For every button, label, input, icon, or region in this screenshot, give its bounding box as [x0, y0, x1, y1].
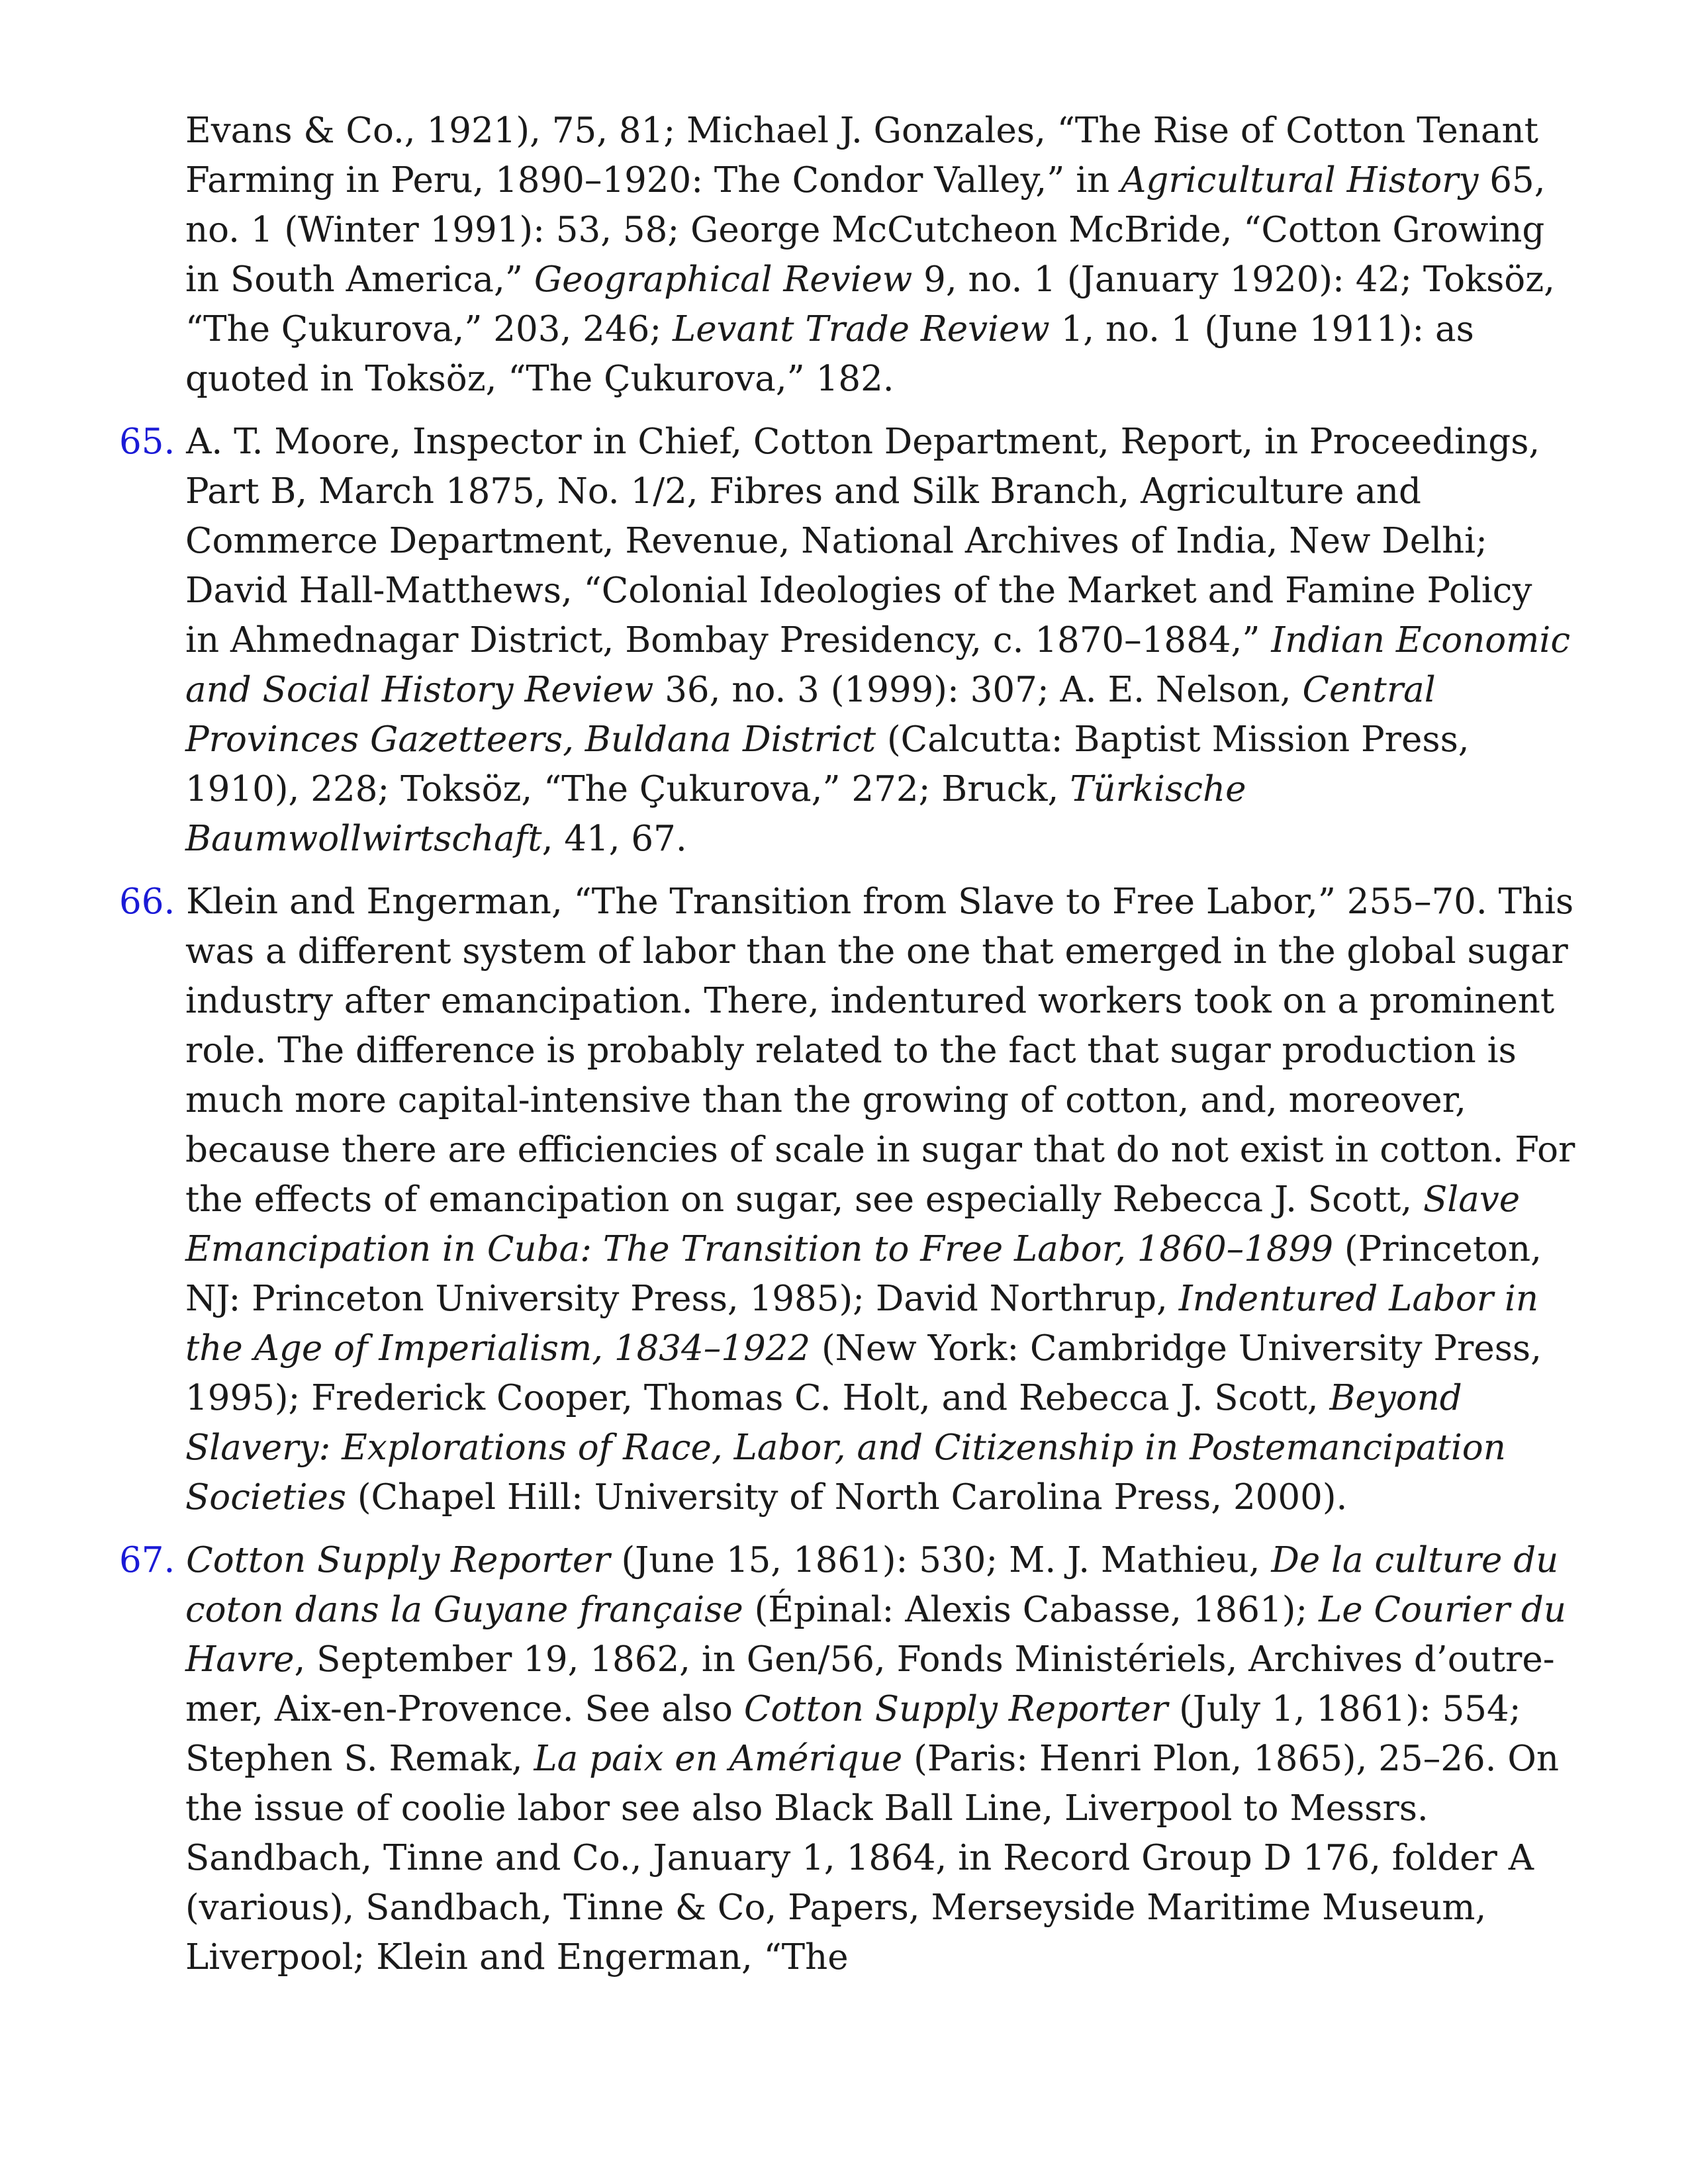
- note-text: , September 19, 1862, in Gen/56, Fonds Ministériels, Archives d’outre-mer, Aix-en-Provence. See also: [185, 1639, 1555, 1729]
- note-text: , 41, 67.: [541, 819, 687, 859]
- italic-title: De la culture du coton dans la Guyane française: [185, 1540, 1559, 1630]
- italic-title: Levant Trade Review: [673, 309, 1050, 349]
- italic-title: Beyond Slavery: Explorations of Race, Labor, and Citizenship in Postemancipation Societies: [185, 1378, 1506, 1518]
- note-text: (Chapel Hill: University of North Carolina Press, 2000).: [346, 1477, 1348, 1518]
- endnote-number-link[interactable]: 67.: [119, 1540, 175, 1580]
- note-text: (June 15, 1861): 530; M. J. Mathieu,: [610, 1540, 1272, 1580]
- note-text: (Calcutta: Baptist Mission Press, 1910), 228; Toksöz, “The Çukurova,” 272; Bruck,: [185, 719, 1470, 809]
- note-text: 65, no. 1 (Winter 1991): 53, 58; George McCutcheon McBride, “Cotton Growing in South America,”: [185, 160, 1546, 300]
- note-text: 36, no. 3 (1999): 307; A. E. Nelson,: [653, 670, 1303, 710]
- note-text: 1, no. 1 (June 1911): as quoted in Toksöz, “The Çukurova,” 182.: [185, 309, 1474, 399]
- endnote-continued: [119, 106, 1575, 404]
- note-text: 9, no. 1 (January 1920): 42; Toksöz, “The Çukurova,” 203, 246;: [185, 259, 1555, 349]
- note-text: (Princeton, NJ: Princeton University Press, 1985); David Northrup,: [185, 1229, 1542, 1319]
- italic-title: Central Provinces Gazetteers, Buldana District: [185, 670, 1436, 760]
- italic-title: Indian Economic and Social History Review: [185, 620, 1571, 710]
- endnote-67: [119, 1535, 1575, 1982]
- italic-title: Geographical Review: [534, 259, 913, 300]
- endnote-number-link[interactable]: 66.: [119, 882, 175, 922]
- note-text: (July 1, 1861): 554; Stephen S. Remak,: [185, 1689, 1521, 1779]
- endnote-65: [119, 417, 1575, 864]
- note-text: (New York: Cambridge University Press, 1995); Frederick Cooper, Thomas C. Holt, and Rebecca J. Scott,: [185, 1328, 1542, 1418]
- italic-title: Agricultural History: [1121, 160, 1479, 201]
- italic-title: Slave Emancipation in Cuba: The Transition to Free Labor, 1860–1899: [185, 1179, 1521, 1269]
- italic-title: La paix en Amérique: [534, 1739, 903, 1779]
- note-text: Evans & Co., 1921), 75, 81; Michael J. Gonzales, “The Rise of Cotton Tenant Farming in Peru, 1890–1920: The Condor Valley,” in: [185, 111, 1538, 201]
- italic-title: Indentured Labor in the Age of Imperialism, 1834–1922: [185, 1279, 1539, 1369]
- endnotes-page: [119, 106, 1575, 1995]
- italic-title: Cotton Supply Reporter: [743, 1689, 1168, 1729]
- italic-title: Türkische Baumwollwirtschaft: [185, 769, 1246, 859]
- endnote-66: [119, 877, 1575, 1522]
- note-text: Klein and Engerman, “The Transition from Slave to Free Labor,” 255–70. This was a different system of labor than the one that emerged in the global sugar industry after emancipation. There, indentured workers took on a prominent role. The difference is probably related to the fact that sugar production is much more capital-intensive than the growing of cotton, and, moreover, because there are efficiencies of scale in sugar that do not exist in cotton. For the effects of emancipation on sugar, see especially Rebecca J. Scott,: [185, 882, 1575, 1220]
- note-text: (Épinal: Alexis Cabasse, 1861);: [743, 1590, 1319, 1630]
- italic-title: Cotton Supply Reporter: [186, 1540, 610, 1580]
- italic-title: Le Courier du Havre: [185, 1590, 1566, 1680]
- note-text: A. T. Moore, Inspector in Chief, Cotton Department, Report, in Proceedings, Part B, March 1875, No. 1/2, Fibres and Silk Branch, Agriculture and Commerce Department, Revenue, National Archives of India, New Delhi; David Hall-Matthews, “Colonial Ideologies of the Market and Famine Policy in Ahmednagar District, Bombay Presidency, c. 1870–1884,”: [185, 422, 1540, 660]
- endnote-number-link[interactable]: 65.: [119, 422, 175, 462]
- note-text: (Paris: Henri Plon, 1865), 25–26. On the issue of coolie labor see also Black Ball Line, Liverpool to Messrs. Sandbach, Tinne and Co., January 1, 1864, in Record Group D 176, folder A (various), Sandbach, Tinne & Co, Papers, Merseyside Maritime Museum, Liverpool; Klein and Engerman, “The: [185, 1739, 1559, 1978]
